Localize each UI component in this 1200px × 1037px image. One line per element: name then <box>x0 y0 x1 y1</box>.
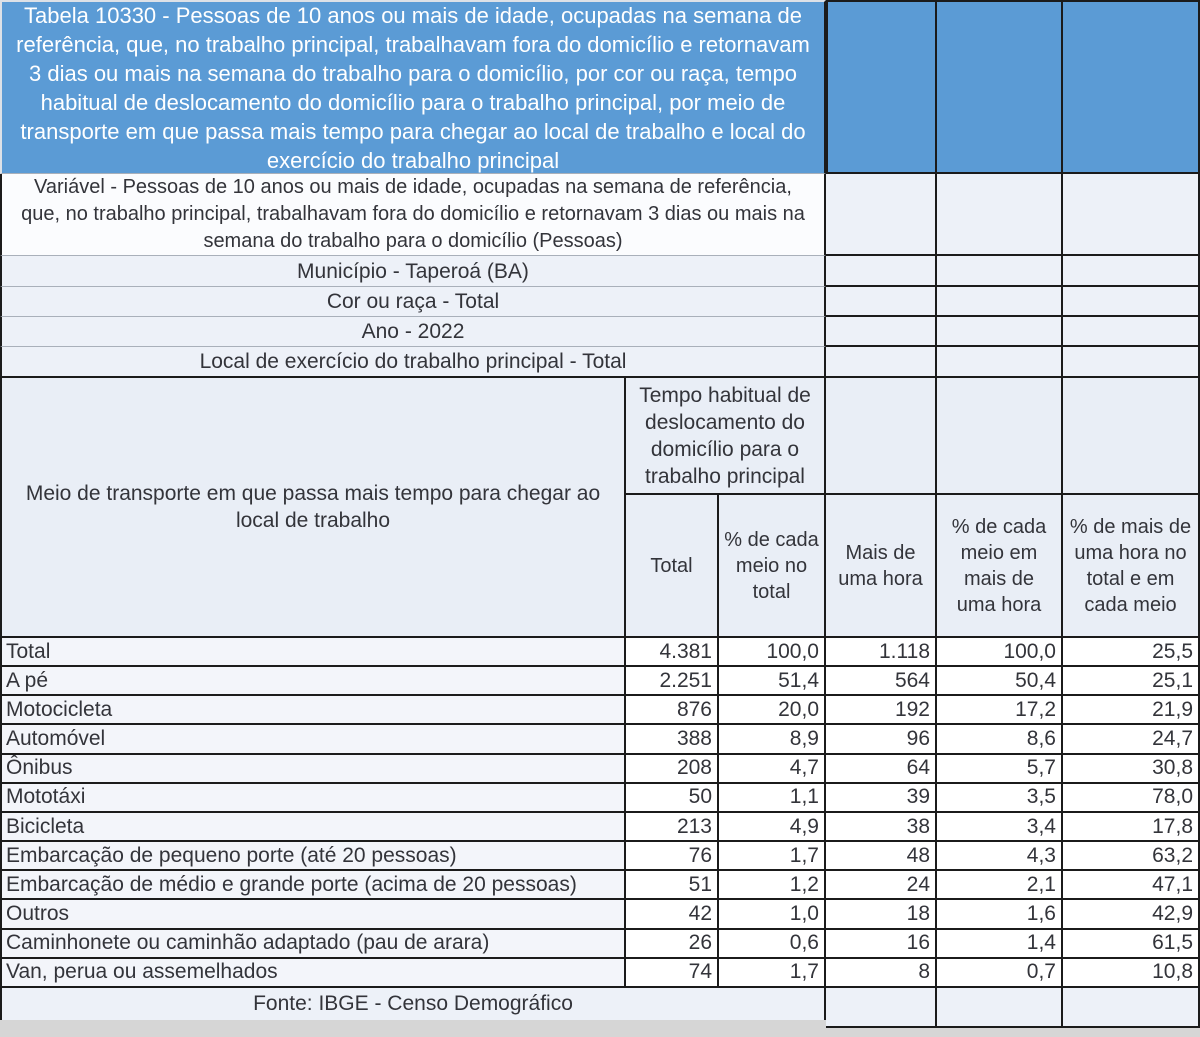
table-row <box>0 696 1200 725</box>
cell-value: 38 <box>826 813 937 842</box>
cell-value: 96 <box>826 725 937 754</box>
cell-value: 18 <box>826 900 937 929</box>
variable-row <box>0 174 1200 256</box>
cell-value: 21,9 <box>1063 696 1200 725</box>
cell-value: 388 <box>626 725 719 754</box>
empty-cell <box>937 988 1063 1028</box>
cell-value: 1,7 <box>719 842 826 871</box>
time-group-column <box>626 378 826 638</box>
cell-value: 4.381 <box>626 638 719 667</box>
cell-value: 876 <box>626 696 719 725</box>
col-header-pct-total: % de cada meio no total <box>719 495 826 638</box>
table-row <box>0 667 1200 696</box>
cell-value: 2.251 <box>626 667 719 696</box>
cell-value: 0,7 <box>937 959 1063 988</box>
cell-value: 26 <box>626 930 719 959</box>
race-cell: Cor ou raça - Total <box>0 287 826 317</box>
table-row <box>0 813 1200 842</box>
empty-cell <box>826 287 937 317</box>
cell-value: 16 <box>826 930 937 959</box>
empty-cell <box>937 317 1063 347</box>
cell-value: 1,2 <box>719 871 826 900</box>
title-spacer-cell <box>826 0 937 174</box>
empty-cell <box>826 317 937 347</box>
title-spacer-cell <box>1063 0 1200 174</box>
cell-value: 48 <box>826 842 937 871</box>
variable-cell: Variável - Pessoas de 10 anos ou mais de idade, ocupadas na semana de referência, que, no trabalho principal, trabalhavam fora do domicílio e retornavam 3 dias ou mais na semana do trabalho para o domicílio (Pessoas) <box>0 174 826 256</box>
cell-value: 51 <box>626 871 719 900</box>
cell-value: 4,3 <box>937 842 1063 871</box>
empty-cell <box>1063 174 1200 256</box>
cell-value: 17,8 <box>1063 813 1200 842</box>
cell-value: 192 <box>826 696 937 725</box>
cell-value: 74 <box>626 959 719 988</box>
cell-value: 4,7 <box>719 755 826 784</box>
cell-value: 50,4 <box>937 667 1063 696</box>
row-label: Total <box>0 638 626 667</box>
empty-cell <box>937 347 1063 378</box>
empty-cell <box>1063 256 1200 287</box>
cell-value: 17,2 <box>937 696 1063 725</box>
year-cell: Ano - 2022 <box>0 317 826 347</box>
cell-value: 2,1 <box>937 871 1063 900</box>
empty-cell <box>1063 988 1200 1028</box>
cell-value: 25,1 <box>1063 667 1200 696</box>
year-row <box>0 317 1200 347</box>
cell-value: 10,8 <box>1063 959 1200 988</box>
table-body <box>0 638 1200 988</box>
row-label: Outros <box>0 900 626 929</box>
row-label: Ônibus <box>0 755 626 784</box>
empty-cell <box>826 174 937 256</box>
cell-value: 47,1 <box>1063 871 1200 900</box>
empty-cell <box>1063 287 1200 317</box>
time-group-header: Tempo habitual de deslocamento do domicílio para o trabalho principal <box>626 378 826 495</box>
workplace-row <box>0 347 1200 378</box>
cell-value: 64 <box>826 755 937 784</box>
table-row <box>0 638 1200 667</box>
col-header-more-than-hour: Mais de uma hora <box>826 495 937 638</box>
empty-cell <box>826 256 937 287</box>
cell-value: 20,0 <box>719 696 826 725</box>
col-header-pct-more-than-hour: % de cada meio em mais de uma hora <box>937 495 1063 638</box>
more-than-hour-column <box>826 378 937 638</box>
cell-value: 1.118 <box>826 638 937 667</box>
cell-value: 4,9 <box>719 813 826 842</box>
cell-value: 61,5 <box>1063 930 1200 959</box>
cell-value: 3,5 <box>937 784 1063 813</box>
empty-cell <box>1063 378 1200 495</box>
cell-value: 3,4 <box>937 813 1063 842</box>
cell-value: 51,4 <box>719 667 826 696</box>
row-label: Embarcação de pequeno porte (até 20 pessoas) <box>0 842 626 871</box>
cell-value: 1,6 <box>937 900 1063 929</box>
municipality-cell: Município - Taperoá (BA) <box>0 256 826 287</box>
cell-value: 8,6 <box>937 725 1063 754</box>
cell-value: 42 <box>626 900 719 929</box>
source-row <box>0 988 1200 1020</box>
table-row <box>0 871 1200 900</box>
cell-value: 1,7 <box>719 959 826 988</box>
cell-value: 213 <box>626 813 719 842</box>
empty-cell <box>1063 347 1200 378</box>
transport-mode-header: Meio de transporte em que passa mais tempo para chegar ao local de trabalho <box>0 378 626 638</box>
cell-value: 1,1 <box>719 784 826 813</box>
row-label: Bicicleta <box>0 813 626 842</box>
cell-value: 100,0 <box>937 638 1063 667</box>
row-label: Automóvel <box>0 725 626 754</box>
cell-value: 50 <box>626 784 719 813</box>
empty-cell <box>826 378 937 495</box>
table-row <box>0 900 1200 929</box>
cell-value: 1,0 <box>719 900 826 929</box>
cell-value: 8,9 <box>719 725 826 754</box>
cell-value: 76 <box>626 842 719 871</box>
cell-value: 24 <box>826 871 937 900</box>
race-row <box>0 287 1200 317</box>
cell-value: 25,5 <box>1063 638 1200 667</box>
col-header-pct-more-hour-total: % de mais de uma hora no total e em cada meio <box>1063 495 1200 638</box>
empty-cell <box>937 287 1063 317</box>
row-label: Caminhonete ou caminhão adaptado (pau de arara) <box>0 930 626 959</box>
workplace-cell: Local de exercício do trabalho principal - Total <box>0 347 826 378</box>
table-row <box>0 959 1200 988</box>
empty-cell <box>937 256 1063 287</box>
row-label: Motocicleta <box>0 696 626 725</box>
column-header-block <box>0 378 1200 638</box>
empty-cell <box>937 174 1063 256</box>
empty-cell <box>937 378 1063 495</box>
row-label: A pé <box>0 667 626 696</box>
pct-more-hour-total-column <box>1063 378 1200 638</box>
table-row <box>0 842 1200 871</box>
cell-value: 63,2 <box>1063 842 1200 871</box>
row-label: Mototáxi <box>0 784 626 813</box>
empty-cell <box>826 347 937 378</box>
cell-value: 208 <box>626 755 719 784</box>
cell-value: 0,6 <box>719 930 826 959</box>
row-label: Van, perua ou assemelhados <box>0 959 626 988</box>
col-header-total: Total <box>626 495 719 638</box>
cell-value: 100,0 <box>719 638 826 667</box>
cell-value: 5,7 <box>937 755 1063 784</box>
empty-cell <box>1063 317 1200 347</box>
empty-cell <box>826 988 937 1028</box>
municipality-row <box>0 256 1200 287</box>
pct-more-than-hour-column <box>937 378 1063 638</box>
table-row <box>0 784 1200 813</box>
table-row <box>0 755 1200 784</box>
cell-value: 30,8 <box>1063 755 1200 784</box>
title-spacer-cell <box>937 0 1063 174</box>
table-title: Tabela 10330 - Pessoas de 10 anos ou mais de idade, ocupadas na semana de referência, que, no trabalho principal, trabalhavam fora do domicílio e retornavam 3 dias ou mais na semana do trabalho para o domicílio, por cor ou raça, tempo habitual de deslocamento do domicílio para o trabalho principal, por meio de transporte em que passa mais tempo para chegar ao local de trabalho e local do exercício do trabalho principal <box>0 0 826 174</box>
cell-value: 1,4 <box>937 930 1063 959</box>
cell-value: 78,0 <box>1063 784 1200 813</box>
cell-value: 42,9 <box>1063 900 1200 929</box>
title-row <box>0 0 1200 174</box>
cell-value: 8 <box>826 959 937 988</box>
cell-value: 39 <box>826 784 937 813</box>
table-row <box>0 725 1200 754</box>
cell-value: 564 <box>826 667 937 696</box>
source-cell: Fonte: IBGE - Censo Demográfico <box>0 988 826 1020</box>
row-label: Embarcação de médio e grande porte (acima de 20 pessoas) <box>0 871 626 900</box>
table-row <box>0 930 1200 959</box>
cell-value: 24,7 <box>1063 725 1200 754</box>
